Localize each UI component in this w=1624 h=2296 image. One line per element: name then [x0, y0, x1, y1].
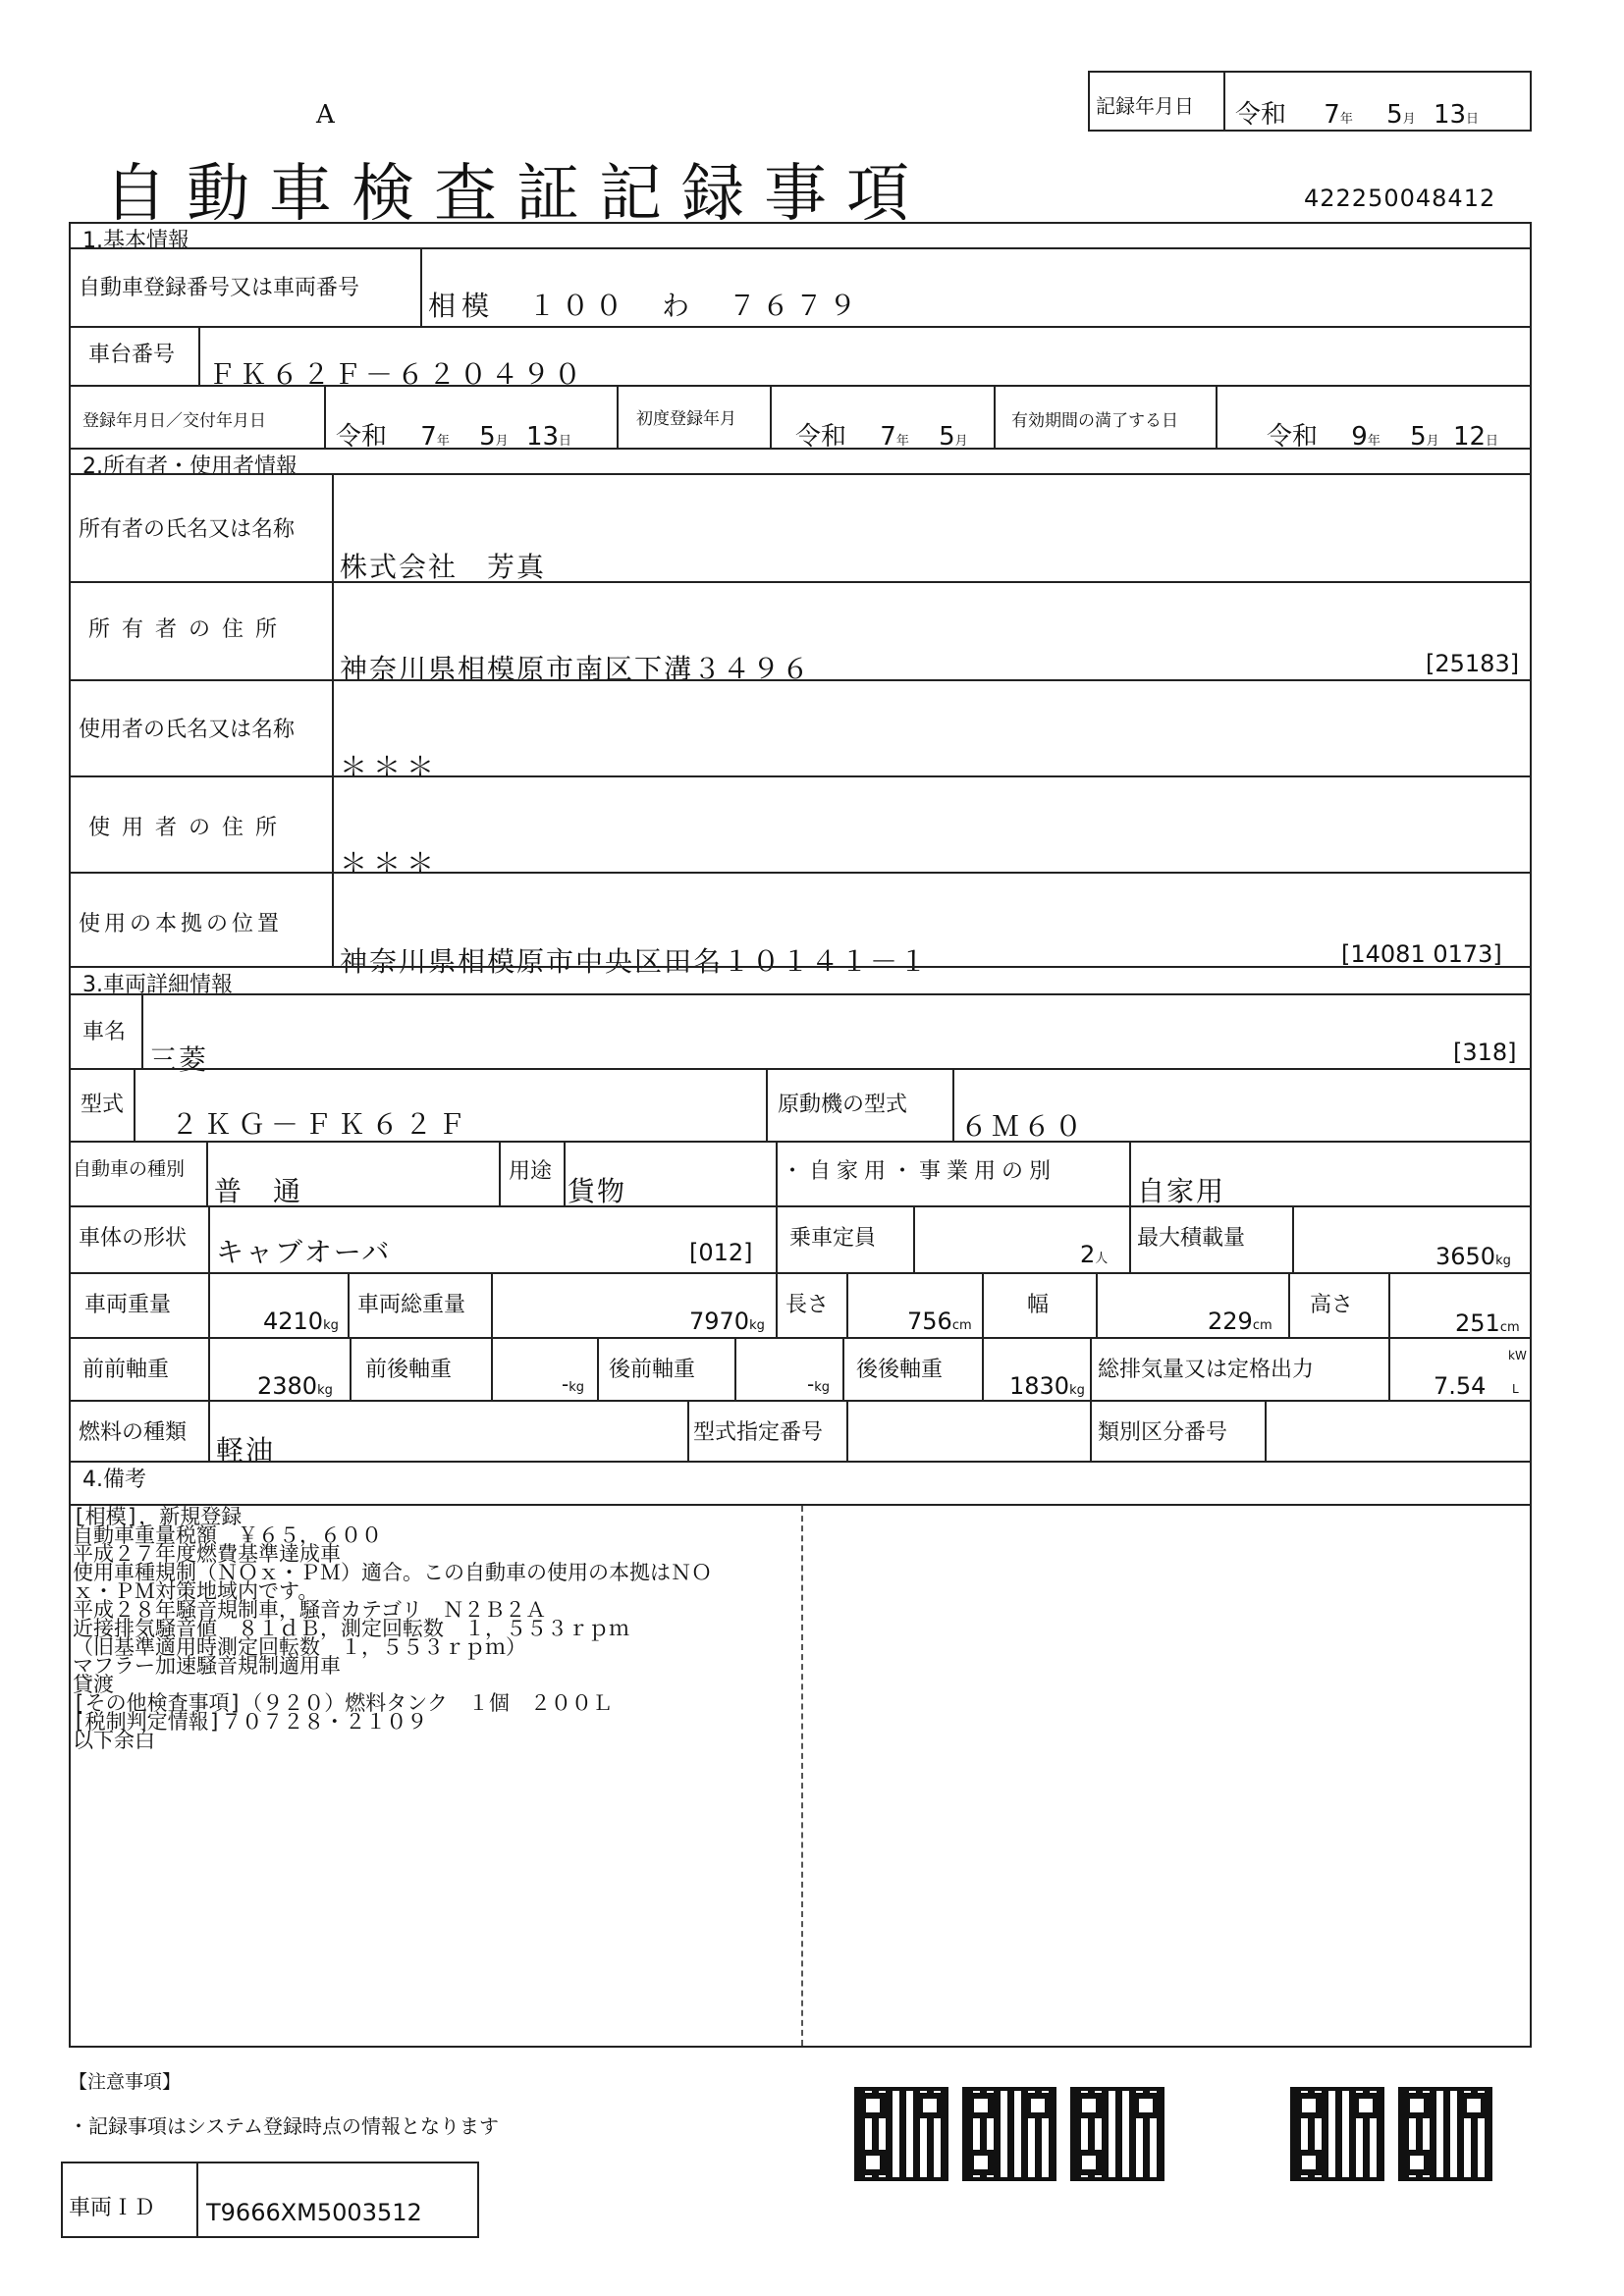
remarks-list [73, 1505, 712, 1752]
fuel-type-label: 燃料の種類 [79, 1420, 188, 1445]
fuel-type-value: 軽油 [216, 1434, 276, 1467]
qr-code-2 [962, 2087, 1056, 2181]
kind-label: 自動車の種別 [73, 1158, 186, 1180]
remarks-line: （旧基準適用時測定回転数 １，５５３ｒｐｍ） [73, 1635, 526, 1659]
model-label: 型式 [81, 1093, 125, 1117]
user-name-value: ＊＊＊ [340, 751, 441, 783]
body-shape-code: [012] [689, 1239, 753, 1266]
remarks-line: マフラー加速騒音規制適用車 [73, 1654, 341, 1678]
owner-name-value: 株式会社 芳真 [340, 551, 547, 583]
section-vehicle-title: 3.車両詳細情報 [82, 973, 233, 997]
gross-weight-label: 車両総重量 [357, 1293, 466, 1317]
displacement-label: 総排気量又は定格出力 [1098, 1358, 1315, 1382]
remarks-line: ｘ・ＰＭ対策地域内です。 [73, 1579, 319, 1603]
capacity-value: 2人 [1080, 1241, 1109, 1268]
private-business-label: ・自家用・事業用の別 [782, 1159, 1057, 1184]
use-value: 貨物 [568, 1175, 627, 1207]
base-location-label: 使用の本拠の位置 [79, 912, 284, 936]
rear-rear-axle-value: 1830kg [1009, 1372, 1085, 1400]
vehicle-weight-value: 4210kg [263, 1308, 339, 1335]
make-value: 三菱 [149, 1043, 209, 1076]
class-number-label: 類別区分番号 [1098, 1420, 1228, 1445]
model-value: ２ＫＧ－ＦＫ６２Ｆ [171, 1108, 472, 1141]
registration-date-value: 令和 7年 5月 13日 [336, 422, 572, 452]
remarks-line: [税制判定情報]７０７２８・２１０９ [73, 1710, 428, 1734]
owner-address-label: 所有者の住所 [88, 617, 290, 642]
owner-name-label: 所有者の氏名又は名称 [79, 517, 296, 542]
rear-front-axle-value: -kg [807, 1372, 830, 1396]
user-name-label: 使用者の氏名又は名称 [79, 718, 296, 742]
engine-model-value: ６Ｍ６０ [960, 1110, 1087, 1143]
make-code: [318] [1453, 1039, 1517, 1066]
rear-front-axle-label: 後前軸重 [609, 1358, 696, 1382]
section-owner-title: 2.所有者・使用者情報 [82, 454, 298, 479]
user-address-label: 使用者の住所 [88, 816, 290, 840]
remarks-line: [その他検査事項]（９２０）燃料タンク １個 ２００Ｌ [73, 1691, 613, 1715]
document-number: 422250048412 [1304, 185, 1496, 212]
first-registration-value: 令和 7年 5月 [795, 422, 968, 452]
remarks-line: 以下余白 [73, 1729, 155, 1752]
qr-code-5 [1398, 2087, 1492, 2181]
remarks-line: 平成２７年度燃費基準達成車 [73, 1542, 341, 1566]
front-rear-axle-value: -kg [562, 1372, 584, 1396]
kind-value: 普 通 [214, 1175, 303, 1207]
vehicle-weight-label: 車両重量 [84, 1293, 172, 1317]
use-label: 用途 [509, 1159, 553, 1184]
private-business-value: 自家用 [1137, 1175, 1226, 1207]
record-date-label: 記録年月日 [1096, 94, 1194, 118]
remarks-line: [相模]，新規登録 [73, 1505, 243, 1528]
displacement-value: 7.54 [1434, 1372, 1487, 1400]
qr-code-3 [1070, 2087, 1164, 2181]
expiry-date-label: 有効期間の満了する日 [1011, 411, 1178, 431]
body-shape-label: 車体の形状 [79, 1226, 188, 1251]
rear-rear-axle-label: 後後軸重 [856, 1358, 944, 1382]
remarks-divider [801, 1506, 803, 2046]
qr-code-4 [1290, 2087, 1384, 2181]
make-label: 車名 [82, 1020, 127, 1044]
capacity-label: 乗車定員 [789, 1226, 877, 1251]
remarks-line: 貸渡 [73, 1673, 114, 1696]
length-label: 長さ [785, 1293, 830, 1317]
max-load-label: 最大積載量 [1137, 1226, 1246, 1251]
length-value: 756cm [907, 1308, 972, 1335]
width-label: 幅 [1027, 1293, 1050, 1317]
registration-number-value: 相模 １００ わ ７６７９ [428, 290, 863, 322]
body-shape-value: キャブオーバ [216, 1236, 392, 1268]
document-title: 自動車検査証記録事項 [104, 158, 929, 231]
remarks-line: 使用車種規制（ＮＯｘ・ＰＭ）適合。この自動車の使用の本拠はＮＯ [73, 1561, 712, 1584]
owner-address-value: 神奈川県相模原市南区下溝３４９６ [340, 653, 812, 685]
chassis-number-value: ＦＫ６２Ｆ－６２０４９０ [208, 358, 586, 391]
max-load-value: 3650kg [1435, 1243, 1511, 1270]
notes-text: ・記録事項はシステム登録時点の情報となります [69, 2114, 499, 2138]
remarks-line: 近接排気騒音値 ８１ｄＢ，測定回転数 １，５５３ｒｐｍ [73, 1617, 629, 1640]
height-label: 高さ [1310, 1293, 1354, 1317]
liter-unit: L [1512, 1382, 1519, 1396]
front-front-axle-label: 前前軸重 [82, 1358, 170, 1382]
gross-weight-value: 7970kg [689, 1308, 765, 1335]
section-remarks-title: 4.備考 [82, 1468, 146, 1492]
owner-address-code: [25183] [1426, 650, 1520, 677]
front-rear-axle-label: 前後軸重 [365, 1358, 453, 1382]
base-location-value: 神奈川県相模原市中央区田名１０１４１－１ [340, 945, 930, 978]
vehicle-id-label: 車両ＩＤ [69, 2196, 156, 2220]
registration-number-label: 自動車登録番号又は車両番号 [79, 276, 360, 300]
kw-unit: kW [1508, 1349, 1527, 1362]
height-value: 251cm [1455, 1309, 1520, 1337]
remarks-line: 自動車重量税額 ￥６５，６００ [73, 1523, 382, 1547]
engine-model-label: 原動機の型式 [778, 1093, 908, 1117]
expiry-date-value: 令和 9年 5月 12日 [1267, 422, 1499, 452]
user-address-value: ＊＊＊ [340, 847, 441, 880]
registration-date-label: 登録年月日／交付年月日 [82, 411, 266, 431]
vehicle-id-value: T9666XM5003512 [206, 2199, 422, 2226]
chassis-number-label: 車台番号 [88, 343, 176, 367]
front-front-axle-value: 2380kg [257, 1372, 333, 1400]
width-value: 229cm [1208, 1308, 1272, 1335]
section-basic-title: 1.基本情報 [82, 229, 189, 253]
corner-mark: A [316, 100, 335, 130]
notes-title: 【注意事項】 [69, 2071, 182, 2093]
first-registration-label: 初度登録年月 [636, 409, 736, 429]
base-location-code: [14081 0173] [1341, 940, 1502, 968]
record-date-value: 令和 7年 5月 13日 [1235, 100, 1480, 130]
remarks-line: 平成２８年騒音規制車，騒音カテゴリ Ｎ２Ｂ２Ａ [73, 1598, 547, 1622]
type-designation-label: 型式指定番号 [693, 1420, 824, 1445]
qr-code-1 [854, 2087, 948, 2181]
